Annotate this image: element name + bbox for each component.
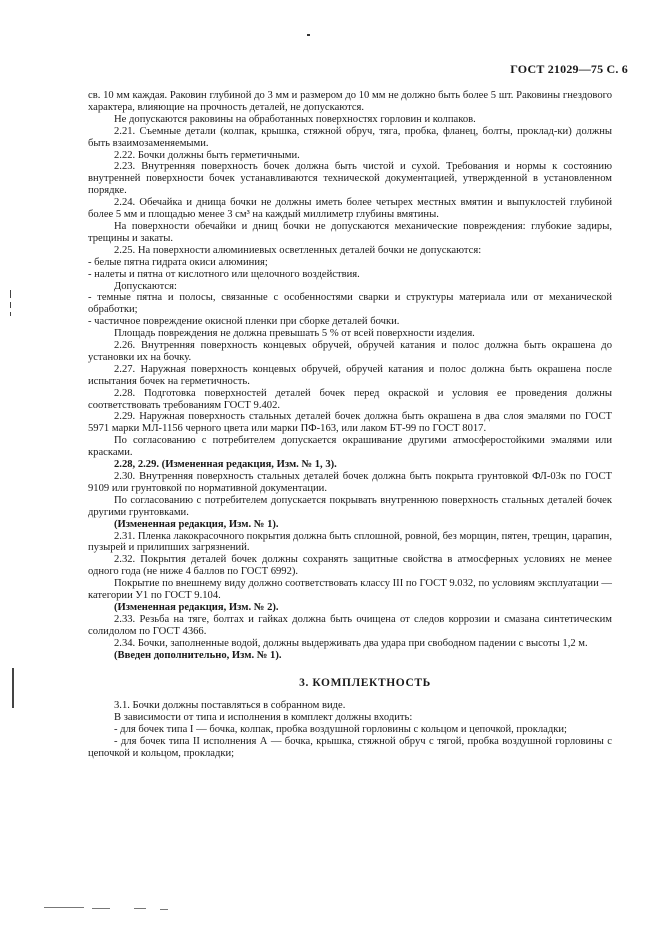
paragraph: - для бочек типа II исполнения А — бочка, крышка, стяжной обруч с тягой, пробка воздушной горловины с цепочкой и кольцом, прокладки; — [88, 736, 612, 760]
paragraph: 2.24. Обечайка и днища бочки не должны иметь более четырех местных вмятин и выпуклостей глубиной более 5 мм и площадью менее 3 см³ на каждый миллиметр глубины вмятины. — [88, 197, 612, 221]
paragraph: 2.22. Бочки должны быть герметичными. — [114, 149, 300, 161]
page-header: ГОСТ 21029—75 С. 6 — [510, 62, 628, 76]
paragraph: - темные пятна и полосы, связанные с особенностями сварки и структуры материала или от механической обработки; — [88, 292, 612, 316]
paragraph: (Введен дополнительно, Изм. № 1). — [114, 649, 282, 661]
scan-line — [92, 908, 110, 909]
paragraph: 2.28. Подготовка поверхностей деталей бочек перед окраской и условия ее проведения должны соответствовать требованиям ГОСТ 9.402. — [88, 387, 612, 411]
paragraph: 2.28, 2.29. (Измененная редакция, Изм. № 1, 3). — [114, 459, 337, 471]
scan-line — [160, 909, 168, 910]
paragraph: Не допускаются раковины на обработанных поверхностях горловин и колпаков. — [114, 113, 476, 125]
paragraph: 2.33. Резьба на тяге, болтах и гайках должна быть очищена от следов коррозии и смазана синтетическим солидолом по ГОСТ 4366. — [88, 613, 612, 637]
paragraph: 2.26. Внутренняя поверхность концевых обручей, обручей катания и полос должна быть окрашена до установки их на бочку. — [88, 340, 612, 363]
paragraph: Покрытие по внешнему виду должно соответствовать классу III по ГОСТ 9.032, по условиям эксплуатации — категории У1 по ГОСТ 9.104. — [88, 578, 612, 602]
paragraph: 2.30. Внутренняя поверхность стальных деталей бочек должна быть покрыта грунтовкой ФЛ-03к по ГОСТ 9109 или грунтовкой по нормативной документации. — [88, 471, 612, 494]
paragraph: 2.34. Бочки, заполненные водой, должны выдерживать два удара при свободном падении с высоты 1,2 м. — [114, 637, 588, 649]
paragraph: 2.29. Наружная поверхность стальных деталей бочек должна быть окрашена в два слоя эмалями по ГОСТ 5971 марки МЛ-1156 черного цвета или марки ПФ-163, или лаком БТ-99 по ГОСТ 8017. — [88, 411, 612, 435]
paragraph: По согласованию с потребителем допускается окрашивание другими атмосферостойкими эмалями или красками. — [88, 435, 612, 459]
scan-line — [44, 907, 84, 908]
paragraph: 2.27. Наружная поверхность концевых обручей, обручей катания и полос должна быть окрашена после испытания бочек на герметичность. — [88, 363, 612, 387]
paragraph: Допускаются: — [114, 280, 177, 292]
paragraph: - для бочек типа I — бочка, колпак, пробка воздушной горловины с кольцом и цепочкой, прокладки; — [114, 724, 567, 736]
paragraph: св. 10 мм каждая. Раковин глубиной до 3 мм и размером до 10 мм не должно быть более 5 шт. Раковины гнездового характера, влияющие на прочность деталей, не допускаются. — [88, 90, 612, 113]
paragraph: По согласованию с потребителем допускается покрывать внутреннюю поверхность стальных деталей бочек другими грунтовками. — [88, 494, 612, 518]
paragraph: - белые пятна гидрата окиси алюминия; — [88, 256, 268, 268]
paragraph: 2.32. Покрытия деталей бочек должны сохранять защитные свойства в атмосферных условиях не менее одного года (не ниже 4 баллов по ГОСТ 6992). — [88, 554, 612, 578]
scan-line — [134, 908, 146, 909]
scan-speck — [307, 34, 310, 36]
paragraph: 2.25. На поверхности алюминиевых осветленных деталей бочки не допускаются: — [114, 244, 482, 256]
margin-mark — [10, 312, 11, 316]
paragraph: 2.21. Съемные детали (колпак, крышка, стяжной обруч, тяга, пробка, фланец, болты, проклад-ки) должны быть взаимозаменяемыми. — [88, 125, 612, 149]
section-2-text — [88, 90, 612, 662]
paragraph: В зависимости от типа и исполнения в комплект должны входить: — [114, 712, 413, 724]
section-title: 3. КОМПЛЕКТНОСТЬ — [299, 676, 431, 689]
margin-mark — [10, 302, 11, 308]
margin-mark — [10, 290, 11, 298]
paragraph: - налеты и пятна от кислотного или щелочного воздействия. — [88, 268, 360, 280]
paragraph: 3.1. Бочки должны поставляться в собранном виде. — [114, 700, 346, 712]
section-3-text — [88, 700, 612, 760]
paragraph: (Измененная редакция, Изм. № 1). — [114, 518, 279, 530]
document-body — [88, 90, 612, 760]
paragraph: - частичное повреждение окисной пленки при сборке деталей бочки. — [88, 316, 400, 328]
paragraph: 2.31. Пленка лакокрасочного покрытия должна быть сплошной, ровной, без морщин, пятен, трещин, царапин, пузырей и прилипших загрязнений. — [88, 530, 612, 554]
paragraph: Площадь повреждения не должна превышать 5 % от всей поверхности изделия. — [114, 328, 475, 340]
paragraph: (Измененная редакция, Изм. № 2). — [114, 601, 279, 613]
paragraph: На поверхности обечайки и днищ бочки не допускаются механические повреждения: глубокие задиры, трещины и закаты. — [88, 220, 612, 244]
paragraph: 2.23. Внутренняя поверхность бочек должна быть чистой и сухой. Требования и нормы к состоянию внутренней поверхности бочек устанавливаются технической документацией, утвержденной в установленном порядке. — [88, 161, 612, 197]
margin-mark — [12, 668, 14, 708]
